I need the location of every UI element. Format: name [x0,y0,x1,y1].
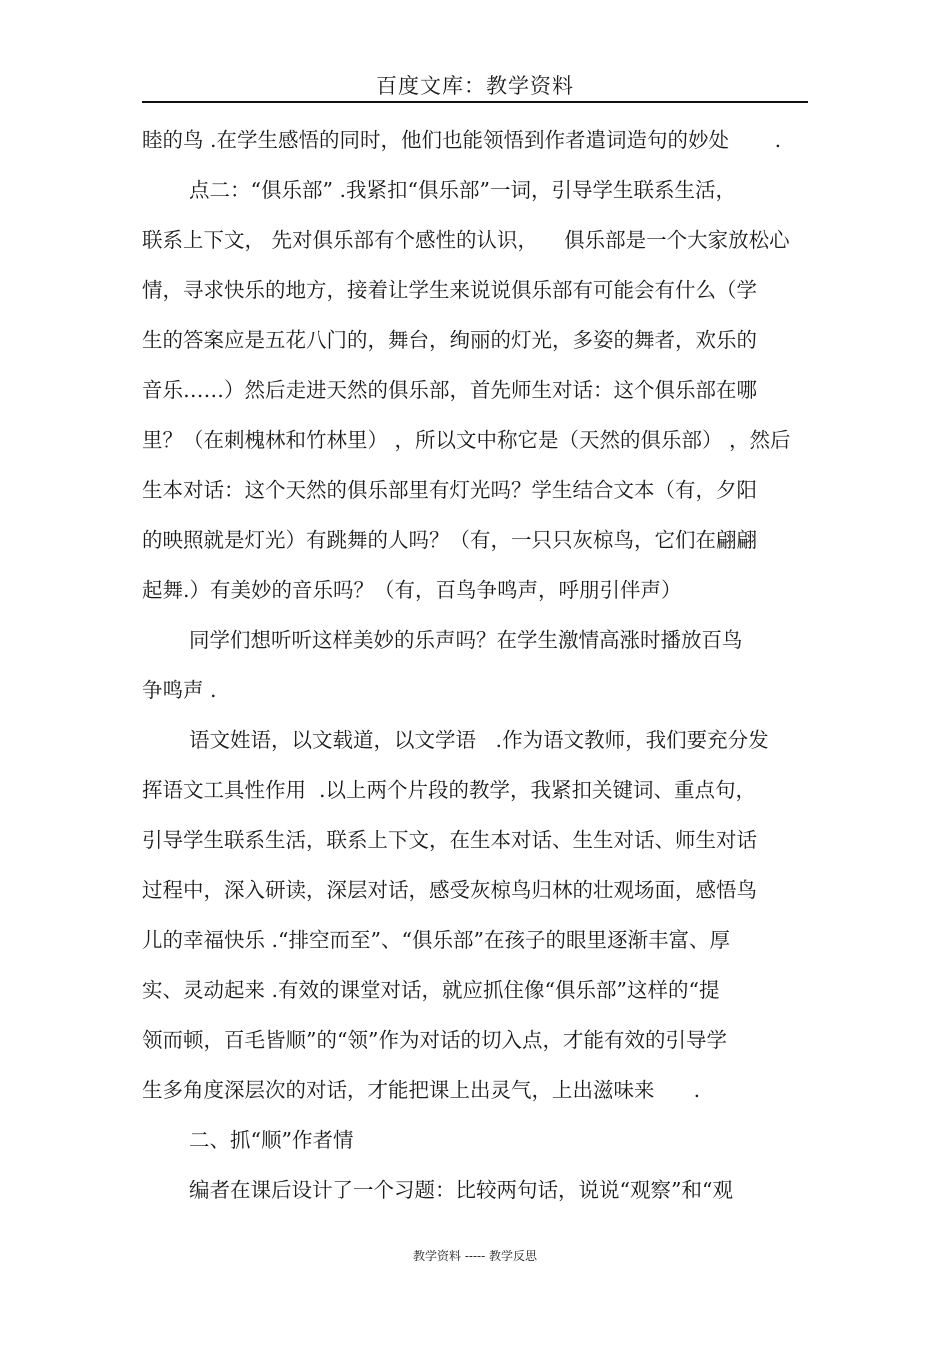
page-footer: 教学资料 ----- 教学反思 [413,1249,537,1263]
text-line: 争鸣声 . [142,678,217,702]
text-line: 的映照就是灯光）有跳舞的人吗？（有，一只只灰椋鸟，它们在翩翩 [142,528,757,552]
text-line: 生多角度深层次的对话，才能把课上出灵气，上出滋味来 . [142,1078,701,1102]
text-line: 实、灵动起来 .有效的课堂对话，就应抓住像“俱乐部”这样的“提 [142,978,720,1002]
text-line: 睦的鸟 .在学生感悟的同时，他们也能领悟到作者遣词造句的妙处 . [142,128,782,152]
text-line: 语文姓语，以文载道，以文学语 .作为语文教师，我们要充分发 [189,728,769,752]
page-header-title: 百度文库：教学资料 [376,74,574,98]
text-line: 点二：“俱乐部” .我紧扣“俱乐部”一词，引导学生联系生活， [189,178,736,202]
text-line: 里？（在刺槐林和竹林里） ，所以文中称它是（天然的俱乐部） ，然后 [142,428,791,452]
text-line: 生本对话：这个天然的俱乐部里有灯光吗？学生结合文本（有，夕阳 [142,478,757,502]
text-line: 编者在课后设计了一个习题：比较两句话，说说“观察”和“观 [189,1178,733,1202]
text-line: 音乐……）然后走进天然的俱乐部，首先师生对话：这个俱乐部在哪 [142,378,757,402]
text-line: 同学们想听听这样美妙的乐声吗？在学生激情高涨时播放百鸟 [189,628,743,652]
text-line: 挥语文工具性作用 .以上两个片段的教学，我紧扣关键词、重点句， [142,778,757,802]
text-line: 领而顿，百毛皆顺”的“领”作为对话的切入点，才能有效的引导学 [142,1028,727,1052]
text-line: 过程中，深入研读，深层对话，感受灰椋鸟归林的壮观场面，感悟鸟 [142,878,757,902]
text-line: 情，寻求快乐的地方，接着让学生来说说俱乐部有可能会有什么（学 [142,278,757,302]
section-heading: 二、抓“顺”作者情 [189,1128,354,1152]
header-divider [142,101,808,103]
text-line: 生的答案应是五花八门的，舞台，绚丽的灯光，多姿的舞者，欢乐的 [142,328,757,352]
text-line: 儿的幸福快乐 .“排空而至”、“俱乐部”在孩子的眼里逐渐丰富、厚 [142,928,730,952]
text-line: 引导学生联系生活，联系上下文，在生本对话、生生对话、师生对话 [142,828,757,852]
text-line: 起舞.）有美妙的音乐吗？（有，百鸟争鸣声，呼朋引伴声） [142,578,682,602]
text-line: 联系上下文， 先对俱乐部有个感性的认识， 俱乐部是一个大家放松心 [142,228,790,252]
